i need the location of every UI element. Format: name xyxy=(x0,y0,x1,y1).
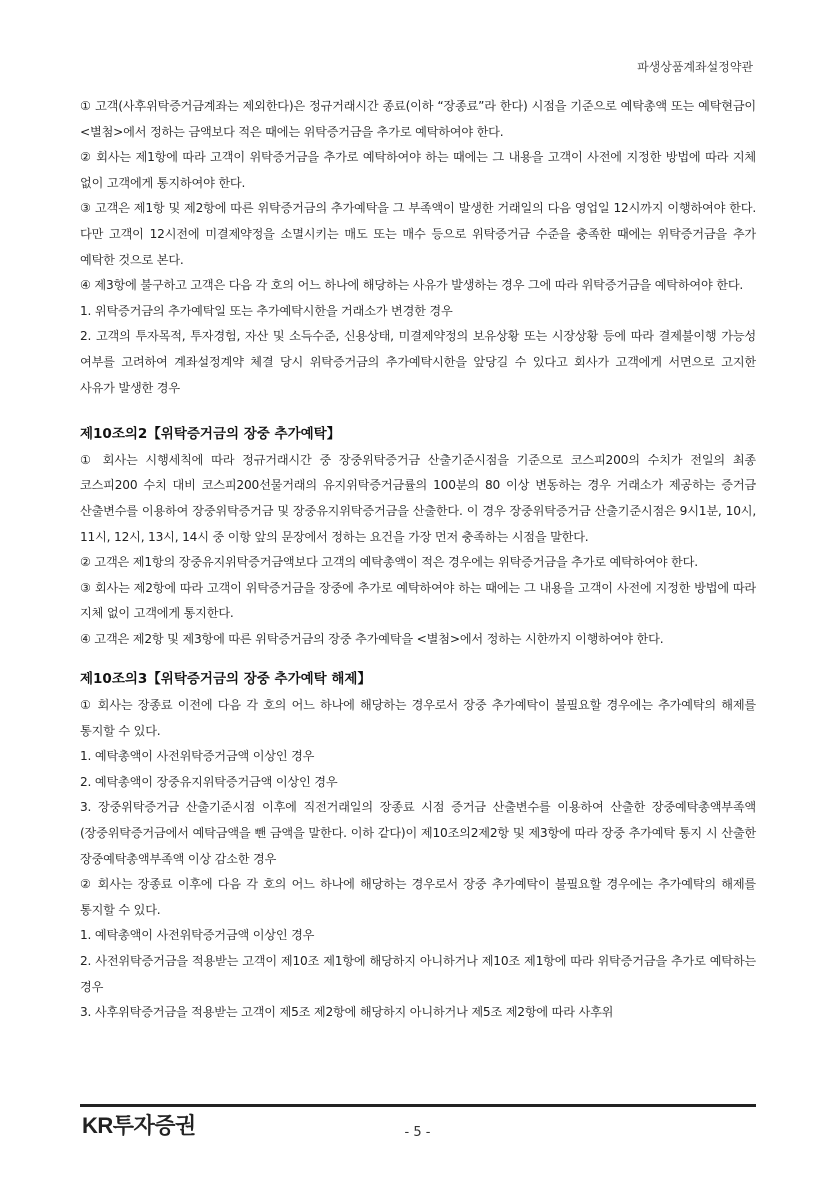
intro-paragraph-3: ③ 고객은 제1항 및 제2항에 따른 위탁증거금의 추가예탁을 그 부족액이 발생한 거래일의 다음 영업일 12시까지 이행하여야 한다. 다만 고객이 12시전에 미결제약정을 소멸시키는 매도 또는 매수 등으로 위탁증거금 수준을 충족한 때에는 위탁증거금을 추가 예탁한 것으로 본다. xyxy=(80,201,756,267)
section-spacer xyxy=(80,652,756,667)
intro-item-2: 2. 고객의 투자목적, 투자경험, 자산 및 소득수준, 신용상태, 미결제약정의 보유상황 또는 시장상황 등에 따라 결제불이행 가능성 여부를 고려하여 계좌설정계약 체결 당시 위탁증거금의 추가예탁시한을 앞당길 수 있다고 회사가 고객에게 서면으로 고지한 사유가 발생한 경우 xyxy=(80,329,756,395)
section-spacer xyxy=(80,401,756,422)
section2-item-1: 1. 예탁총액이 사전위탁증거금액 이상인 경우 xyxy=(80,749,315,764)
section1-paragraph-4: ④ 고객은 제2항 및 제3항에 따른 위탁증거금의 장중 추가예탁을 <별첨>에서 정하는 시한까지 이행하여야 한다. xyxy=(80,631,664,646)
intro-paragraph-4: ④ 제3항에 불구하고 고객은 다음 각 호의 어느 하나에 해당하는 사유가 발생하는 경우 그에 따라 위탁증거금을 예탁하여야 한다. xyxy=(80,278,744,293)
footer-divider xyxy=(80,1104,756,1107)
section1-paragraph-1: ① 회사는 시행세칙에 따라 정규거래시간 중 장중위탁증거금 산출기준시점을 기준으로 코스피200의 수치가 전일의 최종 코스피200 수치 대비 코스피200선물거래의 유지위탁증거금률의 100분의 80 이상 변동하는 경우 거래소가 제공하는 증거금 산출변수를 이용하여 장중위탁증거금 및 장중유지위탁증거금을 산출한다. 이 경우 장중위탁증거금 산출기준시점은 9시1분, 10시, 11시, 12시, 13시, 14시 중 이항 앞의 문장에서 정하는 요건을 가장 먼저 충족하는 시점을 말한다. xyxy=(80,452,756,544)
intro-paragraph-1: ① 고객(사후위탁증거금계좌는 제외한다)은 정규거래시간 종료(이하 “장종료”라 한다) 시점을 기준으로 예탁총액 또는 예탁현금이 <별첨>에서 정하는 금액보다 적은 때에는 위탁증거금을 추가로 예탁하여야 한다. xyxy=(80,99,756,139)
company-logo: KR투자증권 xyxy=(82,1113,196,1138)
section-title-10-3: 제10조의3【위탁증거금의 장중 추가예탁 해제】 xyxy=(80,671,371,688)
section2-item-6: 3. 사후위탁증거금을 적용받는 고객이 제5조 제2항에 해당하지 아니하거나 제5조 제2항에 따라 사후위 xyxy=(80,1005,614,1020)
section2-item-3: 3. 장중위탁증거금 산출기준시점 이후에 직전거래일의 장종료 시점 증거금 산출변수를 이용하여 산출한 장중예탁총액부족액(장중위탁증거금에서 예탁금액을 뺀 금액을 말한다. 이하 같다)이 제10조의2제2항 및 제3항에 따라 장중 추가예탁 통지 시 산출한 장중예탁총액부족액 이상 감소한 경우 xyxy=(80,800,756,866)
page-body xyxy=(80,94,756,1026)
section-title-10-2: 제10조의2【위탁증거금의 장중 추가예탁】 xyxy=(80,426,341,443)
section1-paragraph-3: ③ 회사는 제2항에 따라 고객이 위탁증거금을 장중에 추가로 예탁하여야 하는 때에는 그 내용을 고객이 사전에 지정한 방법에 따라 지체 없이 고객에게 통지한다. xyxy=(80,580,756,621)
section2-item-4: 1. 예탁총액이 사전위탁증거금액 이상인 경우 xyxy=(80,928,315,943)
section2-item-5: 2. 사전위탁증거금을 적용받는 고객이 제10조 제1항에 해당하지 아니하거나 제10조 제1항에 따라 위탁증거금을 추가로 예탁하는 경우 xyxy=(80,954,756,994)
section1-paragraph-2: ② 고객은 제1항의 장중유지위탁증거금액보다 고객의 예탁총액이 적은 경우에는 위탁증거금을 추가로 예탁하여야 한다. xyxy=(80,555,698,570)
intro-item-1: 1. 위탁증거금의 추가예탁일 또는 추가예탁시한을 거래소가 변경한 경우 xyxy=(80,303,453,318)
section2-paragraph-2: ② 회사는 장종료 이후에 다음 각 호의 어느 하나에 해당하는 경우로서 장중 추가예탁이 불필요할 경우에는 추가예탁의 해제를 통지할 수 있다. xyxy=(80,877,756,917)
intro-paragraph-2: ② 회사는 제1항에 따라 고객이 위탁증거금을 추가로 예탁하여야 하는 때에는 그 내용을 고객이 사전에 지정한 방법에 따라 지체 없이 고객에게 통지하여야 한다. xyxy=(80,150,756,190)
page-number: - 5 - xyxy=(404,1125,431,1140)
section2-item-2: 2. 예탁총액이 장중유지위탁증거금액 이상인 경우 xyxy=(80,774,338,789)
running-header-title: 파생상품계좌설정약관 xyxy=(637,60,753,74)
section2-paragraph-1: ① 회사는 장종료 이전에 다음 각 호의 어느 하나에 해당하는 경우로서 장중 추가예탁이 불필요할 경우에는 추가예탁의 해제를 통지할 수 있다. xyxy=(80,698,756,738)
